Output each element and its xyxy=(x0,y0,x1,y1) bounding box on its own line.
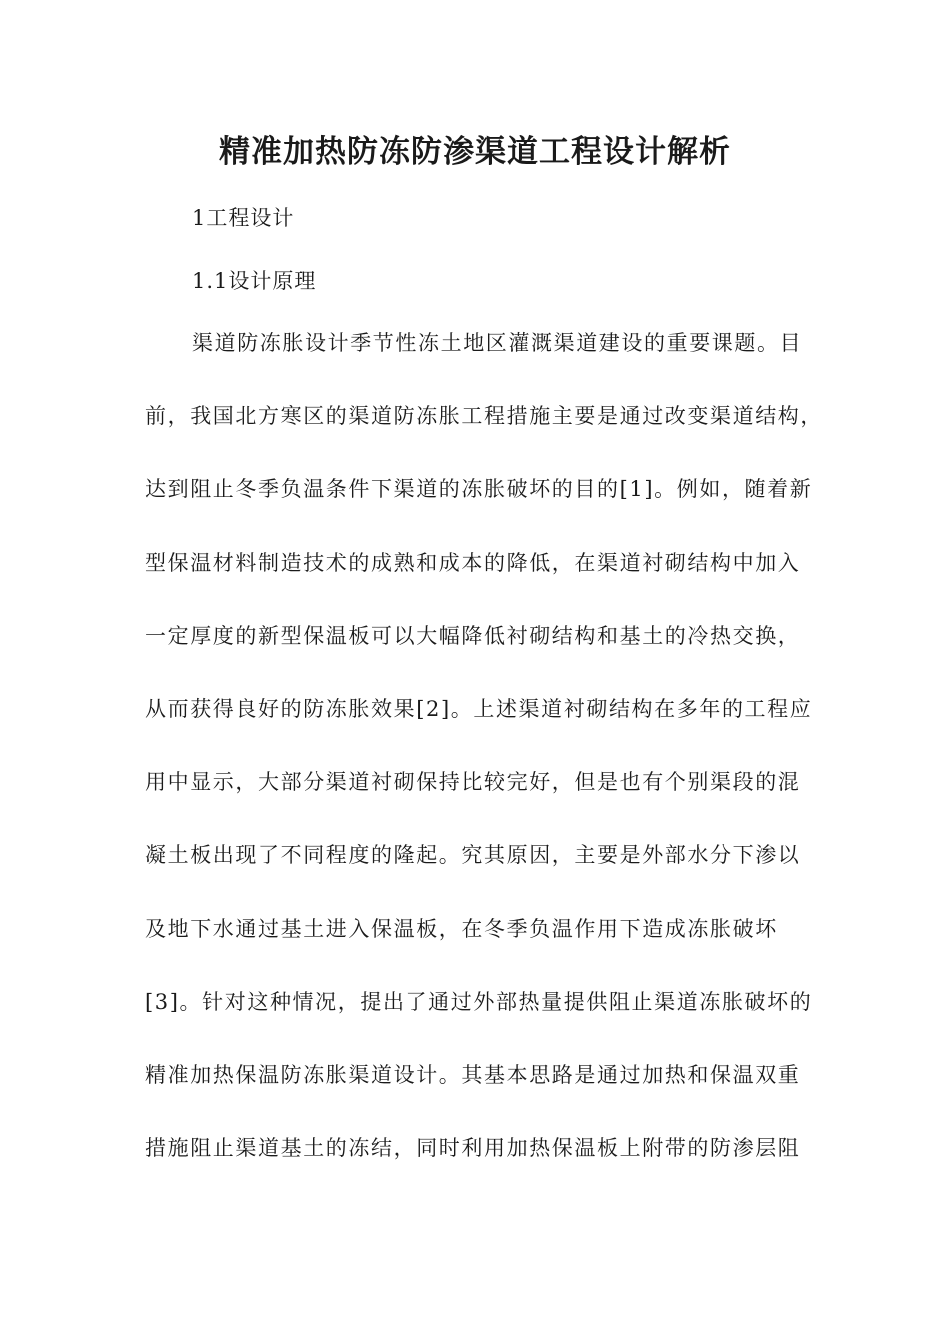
paragraph-line: [3]。针对这种情况，提出了通过外部热量提供阻止渠道冻胀破坏的 xyxy=(145,989,813,1014)
paragraph-line: 措施阻止渠道基土的冻结，同时利用加热保温板上附带的防渗层阻 xyxy=(145,1136,801,1161)
paragraph-line: 前，我国北方寒区的渠道防冻胀工程措施主要是通过改变渠道结构， xyxy=(145,404,823,429)
paragraph-line: 精准加热保温防冻胀渠道设计。其基本思路是通过加热和保温双重 xyxy=(145,1062,801,1087)
paragraph-line: 型保温材料制造技术的成熟和成本的降低，在渠道衬砌结构中加入 xyxy=(145,550,801,575)
paragraph-line: 用中显示，大部分渠道衬砌保持比较完好，但是也有个别渠段的混 xyxy=(145,770,801,795)
body-paragraph xyxy=(145,325,825,1203)
section-heading: 1工程设计 xyxy=(192,206,295,230)
paragraph-line: 渠道防冻胀设计季节性冻土地区灌溉渠道建设的重要课题。目 xyxy=(192,331,803,355)
document-title: 精准加热防冻防渗渠道工程设计解析 xyxy=(219,134,731,170)
paragraph-line: 一定厚度的新型保温板可以大幅降低衬砌结构和基土的冷热交换， xyxy=(145,623,801,648)
paragraph-line: 从而获得良好的防冻胀效果[2]。上述渠道衬砌结构在多年的工程应 xyxy=(145,696,813,721)
paragraph-line: 凝土板出现了不同程度的隆起。究其原因，主要是外部水分下渗以 xyxy=(145,843,801,868)
paragraph-line: 及地下水通过基土进入保温板，在冬季负温作用下造成冻胀破坏 xyxy=(145,916,778,941)
subsection-heading: 1.1设计原理 xyxy=(192,269,317,293)
paragraph-line: 达到阻止冬季负温条件下渠道的冻胀破坏的目的[1]。例如，随着新 xyxy=(145,477,813,502)
